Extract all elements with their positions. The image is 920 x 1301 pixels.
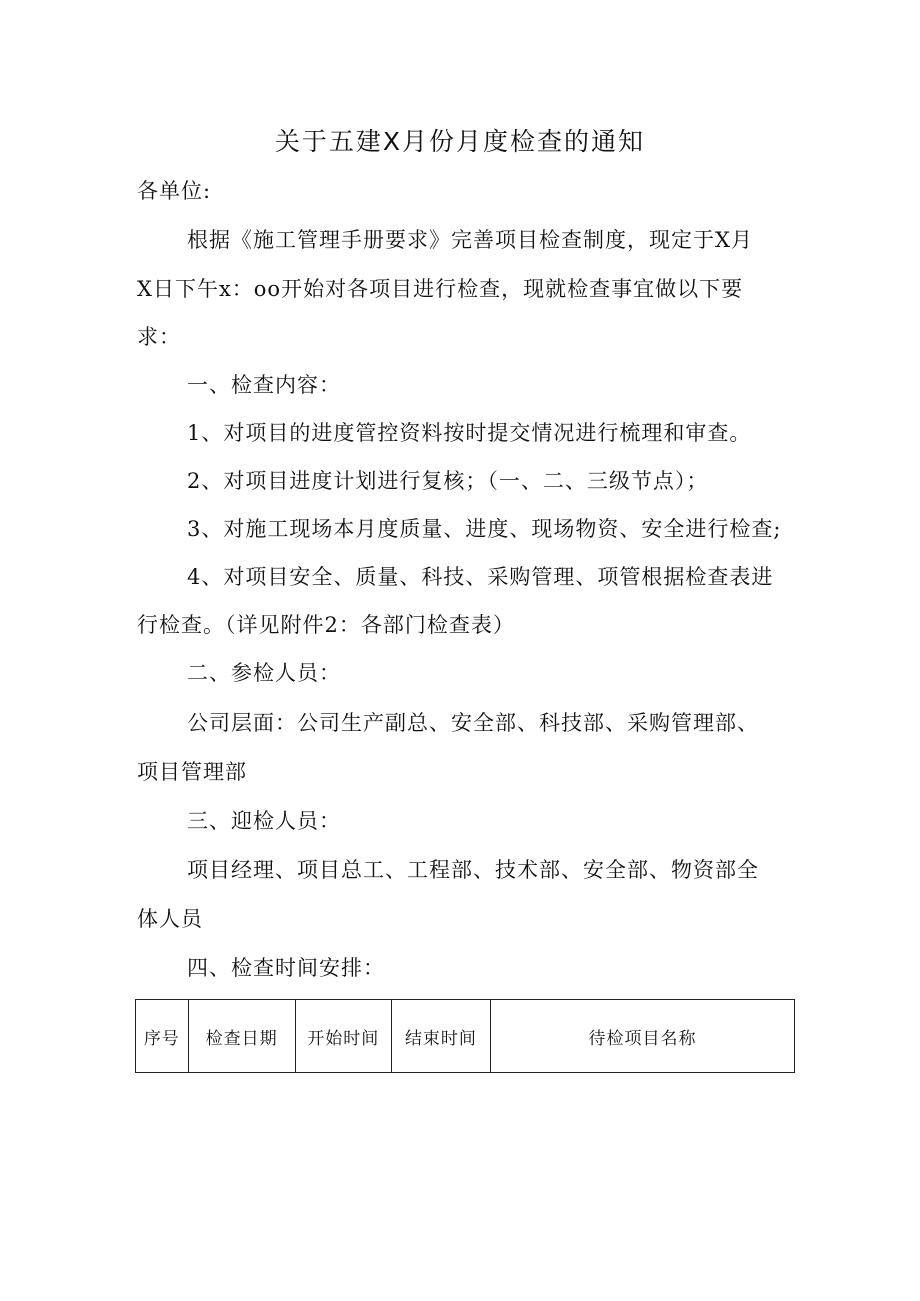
header-start-time: 开始时间 (295, 1000, 391, 1073)
section-1-item-3: 3、对施工现场本月度质量、进度、现场物资、安全进行检查; (187, 517, 782, 541)
section-1-heading: 一、检查内容： (187, 373, 341, 397)
schedule-table-header-row (136, 1000, 795, 1073)
section-4-heading: 四、检查时间安排： (187, 956, 385, 980)
section-2-line-2: 项目管理部 (137, 760, 247, 784)
header-check-date: 检查日期 (188, 1000, 295, 1073)
document-title: 关于五建X月份月度检查的通知 (274, 127, 646, 156)
section-1-item-4-cont: 行检查。（详见附件2：各部门检查表） (137, 613, 515, 637)
section-3-line-2: 体人员 (137, 907, 203, 931)
section-1-item-4: 4、对项目安全、质量、科技、采购管理、项管根据检查表进 (187, 565, 774, 589)
salutation: 各单位: (137, 179, 212, 203)
intro-line-3: 求： (137, 325, 181, 349)
intro-line-1: 根据《施工管理手册要求》完善项目检查制度，现定于X月 (187, 228, 753, 252)
section-1-item-2: 2、对项目进度计划进行复核；（一、二、三级节点）； (187, 469, 709, 493)
section-3-line-1: 项目经理、项目总工、工程部、技术部、安全部、物资部全 (187, 858, 759, 882)
header-serial-number: 序号 (136, 1000, 189, 1073)
section-1-item-1: 1、对项目的进度管控资料按时提交情况进行梳理和审查。 (187, 421, 752, 445)
schedule-table (135, 999, 795, 1073)
intro-line-2: X日下午x：oo开始对各项目进行检查，现就检查事宜做以下要 (137, 277, 744, 301)
section-3-heading: 三、迎检人员： (187, 809, 341, 833)
header-project-name: 待检项目名称 (491, 1000, 795, 1073)
section-2-heading: 二、参检人员： (187, 661, 341, 685)
header-end-time: 结束时间 (391, 1000, 490, 1073)
section-2-line-1: 公司层面：公司生产副总、安全部、科技部、采购管理部、 (187, 711, 759, 735)
